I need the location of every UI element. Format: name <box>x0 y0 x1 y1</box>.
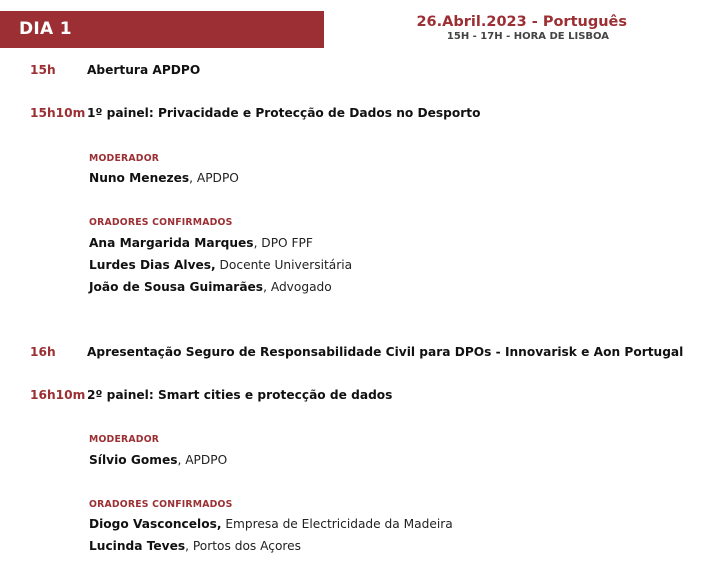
day-banner <box>0 11 324 48</box>
person-role: , DPO FPF <box>253 236 313 250</box>
speakers-label: ORADORES CONFIRMADOS <box>89 499 233 510</box>
person-role: , Portos dos Açores <box>185 539 302 553</box>
agenda-title: 1º painel: Privacidade e Protecção de Dados no Desporto <box>87 106 481 120</box>
speakers-label: ORADORES CONFIRMADOS <box>89 217 233 228</box>
moderator-entry <box>89 453 227 467</box>
person-role: , Advogado <box>263 280 332 294</box>
person-name: Diogo Vasconcelos, <box>89 517 222 531</box>
agenda-item-panel-1 <box>30 106 720 122</box>
person-name: João de Sousa Guimarães <box>89 280 264 294</box>
agenda-time: 16h <box>30 345 56 359</box>
speaker-entry <box>89 236 313 250</box>
agenda-time: 16h10m <box>30 388 86 402</box>
speaker-entry <box>89 280 332 294</box>
person-name: Sílvio Gomes <box>89 453 178 467</box>
speaker-entry <box>89 258 352 272</box>
agenda-title: 2º painel: Smart cities e protecção de dados <box>87 388 393 402</box>
moderator-label: MODERADOR <box>89 153 160 164</box>
moderator-entry <box>89 171 239 185</box>
agenda-item-insurance <box>30 345 720 361</box>
person-role: , APDPO <box>177 453 228 467</box>
agenda-title: Abertura APDPO <box>87 63 201 77</box>
moderator-label: MODERADOR <box>89 434 160 445</box>
person-name: Ana Margarida Marques <box>89 236 254 250</box>
event-time: 15H - 17H - HORA DE LISBOA <box>446 31 609 42</box>
day-label: DIA 1 <box>19 19 72 39</box>
person-name: Nuno Menezes <box>89 171 190 185</box>
speaker-entry <box>89 517 453 531</box>
person-name: Lurdes Dias Alves, <box>89 258 216 272</box>
event-date: 26.Abril.2023 - Português <box>416 14 627 30</box>
person-role: , APDPO <box>189 171 239 185</box>
agenda-time: 15h10m <box>30 106 86 120</box>
date-block <box>416 13 627 43</box>
agenda-item-panel-2 <box>30 388 720 404</box>
agenda-time: 15h <box>30 63 56 77</box>
person-name: Lucinda Teves <box>89 539 186 553</box>
speaker-entry <box>89 539 301 553</box>
agenda-title: Apresentação Seguro de Responsabilidade Civil para DPOs - Innovarisk e Aon Portugal <box>87 345 684 359</box>
agenda-item-opening <box>30 63 720 79</box>
person-role: Empresa de Electricidade da Madeira <box>221 517 453 531</box>
person-role: Docente Universitária <box>215 258 353 272</box>
